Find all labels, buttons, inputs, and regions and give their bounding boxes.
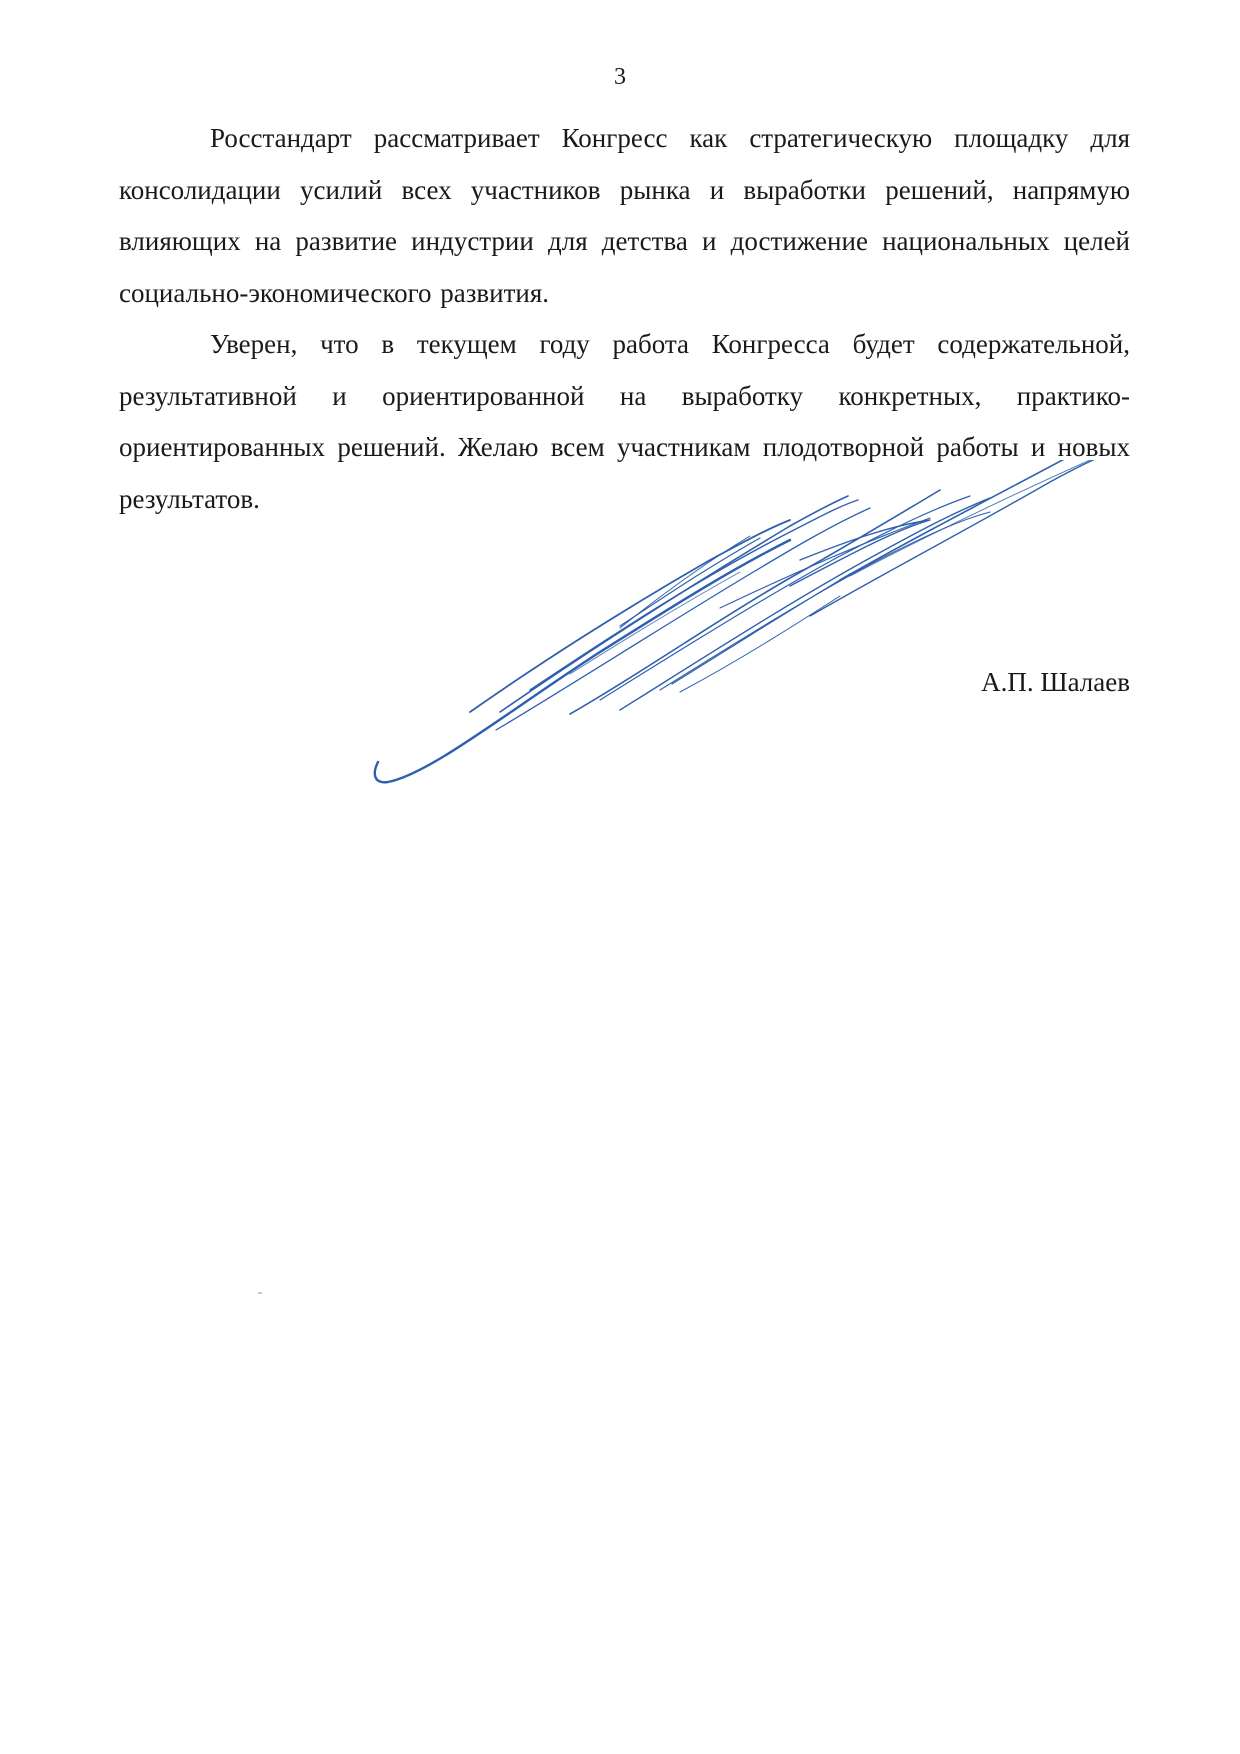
handwritten-signature-icon: [370, 460, 1130, 800]
paragraph-1: Росстандарт рассматривает Конгресс как стратегическую площадку для консолидации усилий всех участников рынка и выработки решений, напрямую влияющих на развитие индустрии для детства и достижение национальных целей социально-экономического развития.: [119, 123, 1130, 308]
paragraph-2: Уверен, что в текущем году работа Конгресса будет содержательной, результативной и ориентированной на выработку конкретных, практико-ориентированных решений. Желаю всем участникам плодотворной работы и новых результатов.: [119, 329, 1130, 514]
signer-name: А.П. Шалаев: [981, 667, 1130, 697]
scan-speck: [258, 1292, 262, 1294]
page-number: 3: [614, 64, 626, 90]
signature: [370, 460, 1130, 800]
